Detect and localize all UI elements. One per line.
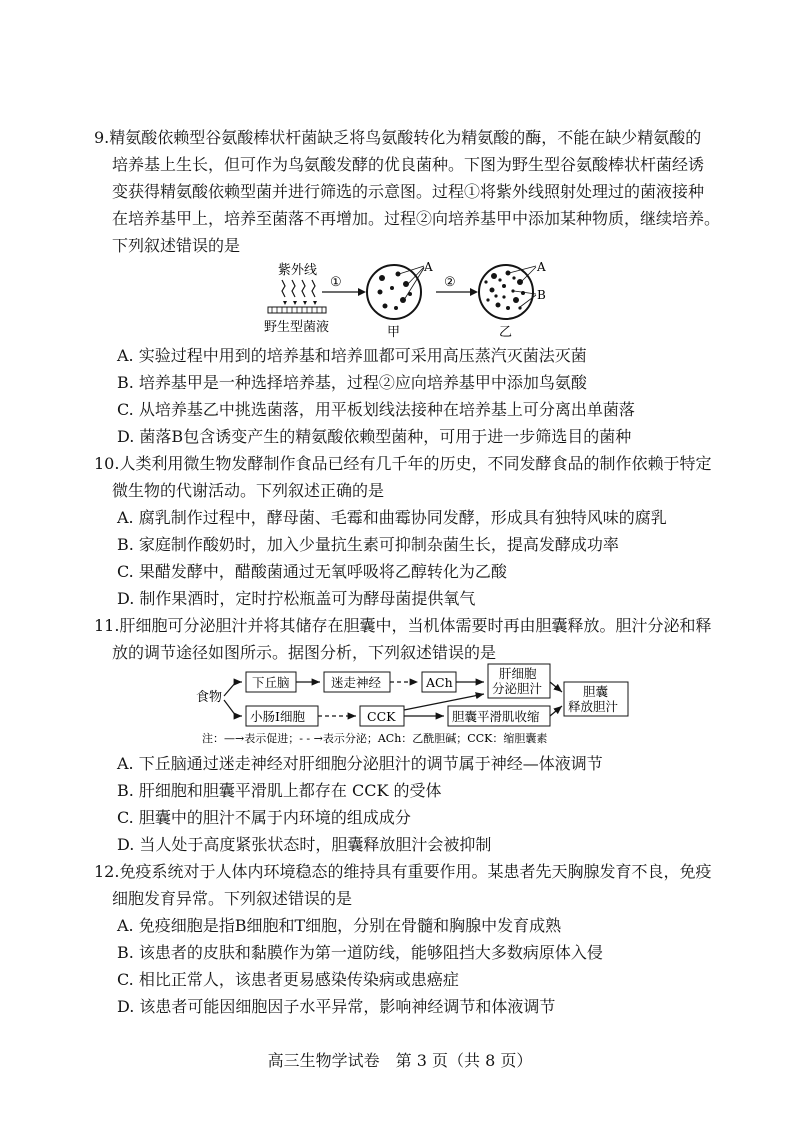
q9-line-4: 在培养基甲上，培养至菌落不再增加。过程②向培养基甲中添加某种物质，继续培养。 <box>112 209 721 228</box>
q9-options <box>112 342 712 450</box>
q10-option-b: B. 家庭制作酸奶时，加入少量抗生素可抑制杂菌生长，提高发酵成功率 <box>117 535 619 554</box>
q12-option-a: A. 免疫细胞是指B细胞和T细胞，分别在骨髓和胸腺中发育成熟 <box>117 916 562 935</box>
q11-options <box>112 750 712 858</box>
release-label-1: 胆囊 <box>583 684 609 699</box>
q11-line-1 <box>94 612 712 639</box>
q11-option-d: D. 当人处于高度紧张状态时，胆囊释放胆汁会被抑制 <box>117 835 492 854</box>
q11-figure <box>192 662 632 746</box>
uv-arrows <box>282 280 315 297</box>
step2-label: ② <box>444 275 456 290</box>
q10-option-d: D. 制作果酒时，定时拧松瓶盖可为酵母菌提供氧气 <box>117 589 476 608</box>
q11-stem-1: 肝细胞可分泌胆汁并将其储存在胆囊中，当机体需要时再由胆囊释放。胆汁分泌和释 <box>119 616 712 635</box>
question-9 <box>94 124 721 259</box>
q9-line-1 <box>94 124 712 151</box>
q12-line-1 <box>94 858 712 885</box>
cck-label: CCK <box>367 709 396 724</box>
q11-number: 11. <box>94 616 120 635</box>
q12-option-d: D. 该患者可能因细胞因子水平异常，影响神经调节和体液调节 <box>117 997 556 1016</box>
uv-label: 紫外线 <box>278 263 318 278</box>
q9-figure <box>258 258 558 340</box>
q9-option-a: A. 实验过程中用到的培养基和培养皿都可采用高压蒸汽灭菌法灭菌 <box>117 346 587 365</box>
q10-stem-1: 人类利用微生物发酵制作食品已经有几千年的历史，不同发酵食品的制作依赖于特定 <box>119 454 712 473</box>
q11-option-a: A. 下丘脑通过迷走神经对肝细胞分泌胆汁的调节属于神经—体液调节 <box>117 754 603 773</box>
question-12 <box>94 858 712 1020</box>
plate-yi-label: 乙 <box>499 325 513 340</box>
q12-number: 12. <box>94 862 120 881</box>
food-label: 食物 <box>196 690 223 705</box>
q10-option-c: C. 果醋发酵中，醋酸菌通过无氧呼吸将乙醇转化为乙酸 <box>117 562 507 581</box>
liver-label-1: 肝细胞 <box>499 666 537 681</box>
question-11 <box>94 612 712 666</box>
q11-figure-note: 注：—→表示促进；- - →表示分泌；ACh：乙酰胆碱；CCK：缩胆囊素 <box>202 732 548 745</box>
q9-line-3: 变获得精氨酸依赖型菌并进行筛选的示意图。过程①将紫外线照射处理过的菌液接种 <box>112 182 705 201</box>
intestine-label: 小肠Ⅰ细胞 <box>250 709 305 724</box>
question-10 <box>94 450 712 612</box>
label-B: B <box>537 288 546 302</box>
step1-label: ① <box>330 275 342 290</box>
label-A2: A <box>537 260 546 274</box>
plate-jia <box>367 265 421 319</box>
gallbladder-muscle-label: 胆囊平滑肌收缩 <box>452 709 540 724</box>
vagus-label: 迷走神经 <box>331 675 382 690</box>
q12-option-c: C. 相比正常人，该患者更易感染传染病或患癌症 <box>117 970 459 989</box>
plate-yi-colonies <box>484 271 525 311</box>
q9-option-d: D. 菌落B包含诱变产生的精氨酸依赖型菌种，可用于进一步筛选目的菌种 <box>117 427 632 446</box>
q10-option-a: A. 腐乳制作过程中，酵母菌、毛霉和曲霉协同发酵，形成具有独特风味的腐乳 <box>117 508 667 527</box>
plate-jia-label: 甲 <box>387 325 401 340</box>
q10-number: 10. <box>94 454 120 473</box>
wild-label: 野生型菌液 <box>264 320 330 335</box>
page-footer: 高三生物学试卷 第 3 页（共 8 页） <box>267 1051 533 1070</box>
q12-stem-1: 免疫系统对于人体内环境稳态的维持具有重要作用。某患者先天胸腺发育不良，免疫 <box>119 862 712 881</box>
ach-label: ACh <box>426 675 453 690</box>
q9-line-5: 下列叙述错误的是 <box>112 236 241 255</box>
hypothalamus-label: 下丘脑 <box>252 675 290 690</box>
q9-option-c: C. 从培养基乙中挑选菌落，用平板划线法接种在培养基上可分离出单菌落 <box>117 400 635 419</box>
q11-option-b: B. 肝细胞和胆囊平滑肌上都存在 CCK 的受体 <box>117 781 442 800</box>
liver-label-2: 分泌胆汁 <box>492 681 543 696</box>
q10-line-1 <box>94 450 712 477</box>
q9-line-2: 培养基上生长，但可作为鸟氨酸发酵的优良菌种。下图为野生型谷氨酸棒状杆菌经诱 <box>112 155 705 174</box>
label-A1: A <box>424 260 433 274</box>
q10-line-2: 微生物的代谢活动。下列叙述正确的是 <box>112 481 385 500</box>
release-label-2: 释放胆汁 <box>568 699 619 714</box>
q11-option-c: C. 胆囊中的胆汁不属于内环境的组成成分 <box>117 808 411 827</box>
q12-line-2: 细胞发育异常。下列叙述错误的是 <box>112 889 353 908</box>
plate-jia-colonies <box>378 272 413 311</box>
q9-option-b: B. 培养基甲是一种选择培养基，过程②应向培养基甲中添加鸟氨酸 <box>117 373 587 392</box>
q12-option-b: B. 该患者的皮肤和黏膜作为第一道防线，能够阻挡大多数病原体入侵 <box>117 943 603 962</box>
q9-stem-1: 精氨酸依赖型谷氨酸棒状杆菌缺乏将鸟氨酸转化为精氨酸的酶，不能在缺少精氨酸的 <box>109 128 702 147</box>
q11-line-2: 放的调节途径如图所示。据图分析，下列叙述错误的是 <box>112 643 497 662</box>
q9-number: 9. <box>94 128 110 147</box>
